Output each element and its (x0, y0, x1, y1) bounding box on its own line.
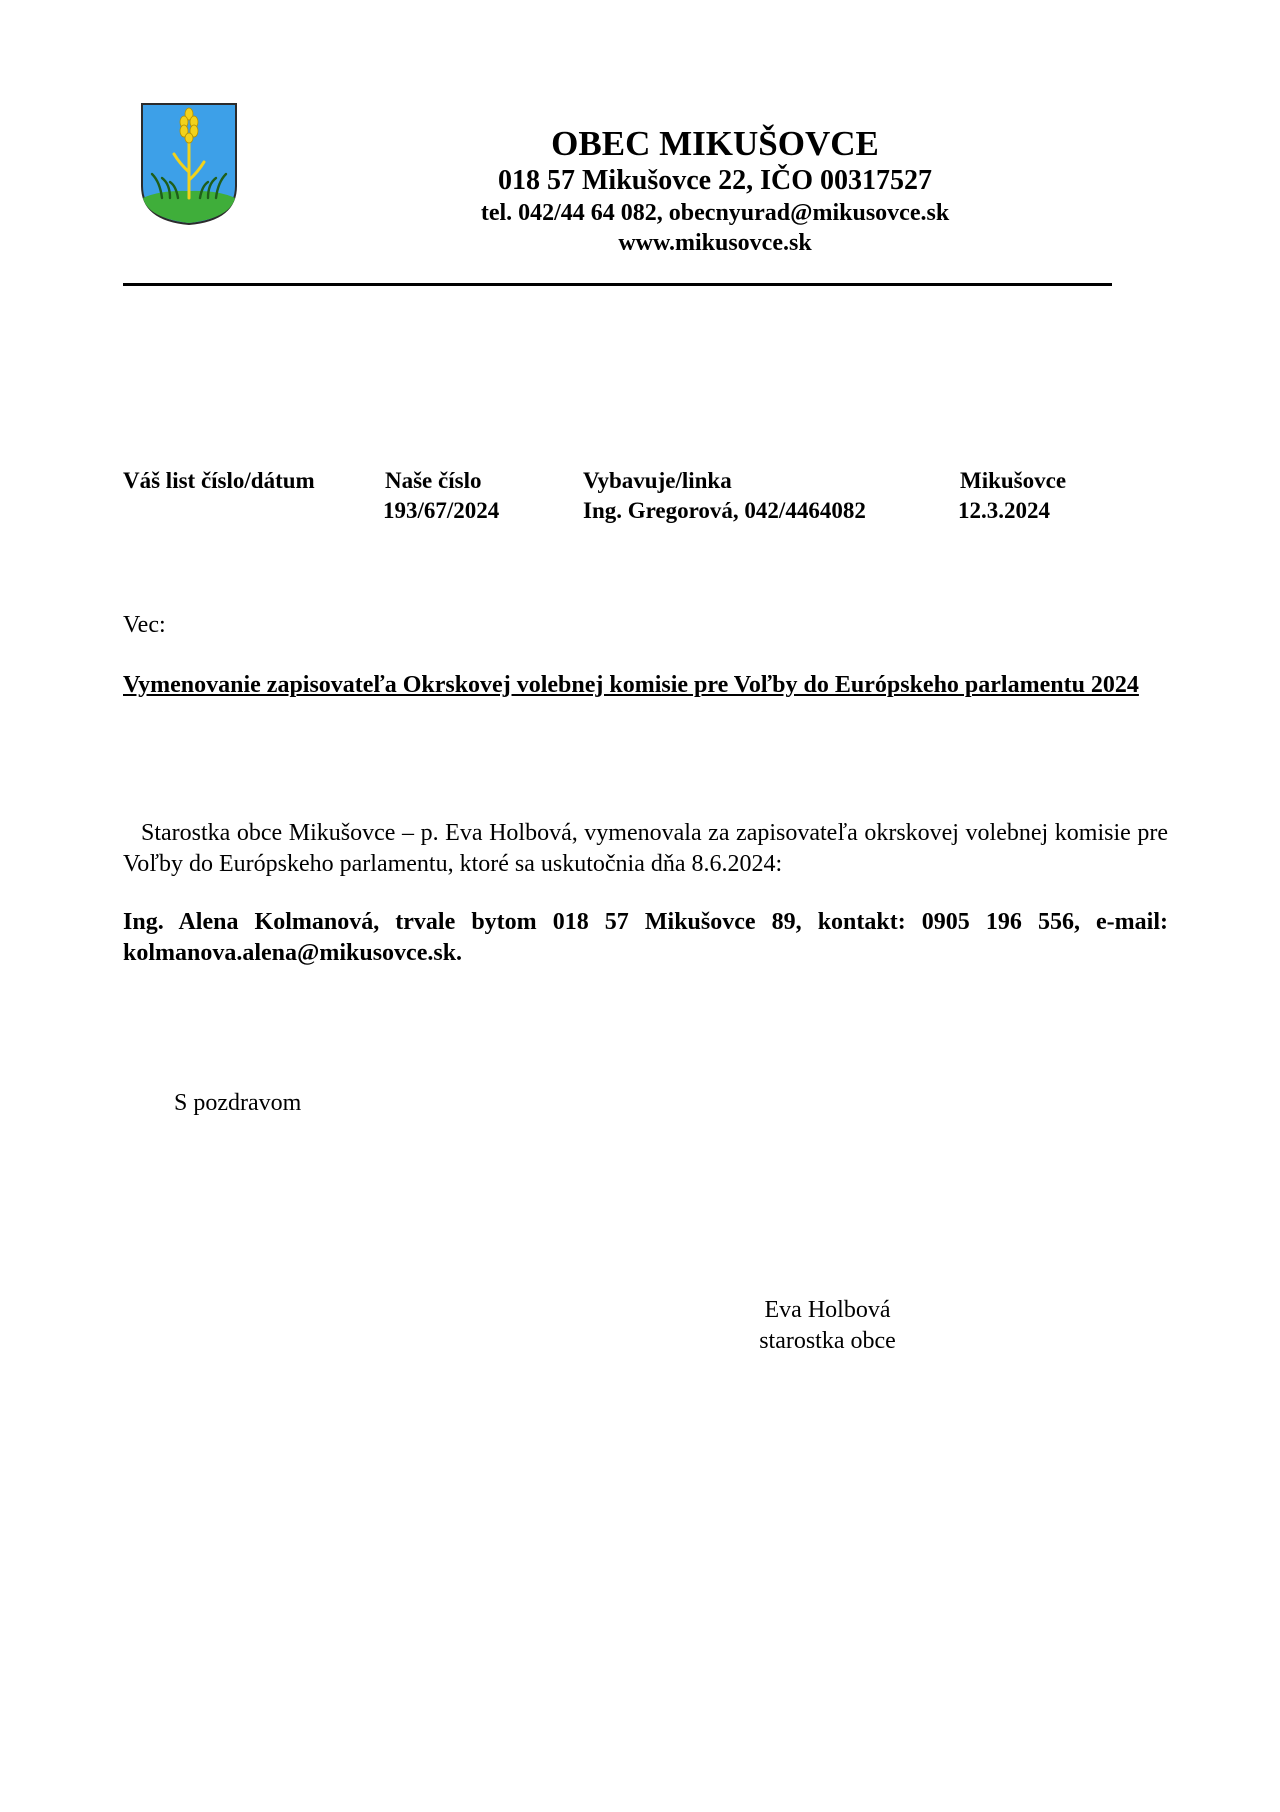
signature-block (720, 1295, 935, 1357)
appointee-paragraph: Ing. Alena Kolmanová, trvale bytom 018 57 Mikušovce 89, kontakt: 0905 196 556, e-mail: kolmanova.alena@mikusovce.sk. (123, 909, 1168, 966)
letterhead (300, 124, 1130, 258)
handled-by-field (583, 466, 866, 526)
municipality-website: www.mikusovce.sk (618, 230, 812, 256)
subject-line: Vymenovanie zapisovateľa Okrskovej volebnej komisie pre Voľby do Európskeho parlamentu 2024 (123, 672, 1139, 698)
your-letter-field (123, 466, 315, 496)
signatory-title: starostka obce (759, 1328, 896, 1354)
handled-by-value: Ing. Gregorová, 042/4464082 (583, 498, 866, 523)
signatory-name: Eva Holbová (764, 1297, 891, 1323)
body-paragraph: Starostka obce Mikušovce – p. Eva Holbová, vymenovala za zapisovateľa okrskovej volebnej komisie pre Voľby do Európskeho parlamentu, ktoré sa uskutočnia dňa 8.6.2024: (123, 820, 1168, 877)
closing-greeting: S pozdravom (174, 1090, 302, 1116)
municipality-contact: tel. 042/44 64 082, obecnyurad@mikusovce.sk (480, 200, 950, 226)
municipality-name: OBEC MIKUŠOVCE (551, 124, 879, 163)
handled-by-label: Vybavuje/linka (583, 468, 732, 493)
letter-date: 12.3.2024 (958, 498, 1050, 523)
place-date-field (960, 466, 1066, 526)
coat-of-arms-wheat-icon (140, 102, 238, 226)
place-label: Mikušovce (960, 468, 1067, 493)
your-letter-label: Váš list číslo/dátum (123, 468, 315, 493)
header-divider (123, 283, 1112, 286)
municipality-address: 018 57 Mikušovce 22, IČO 00317527 (498, 165, 932, 196)
our-number-label: Naše číslo (385, 468, 482, 493)
our-number-field (385, 466, 499, 526)
subject-label: Vec: (123, 612, 166, 638)
our-number-value: 193/67/2024 (383, 498, 500, 523)
